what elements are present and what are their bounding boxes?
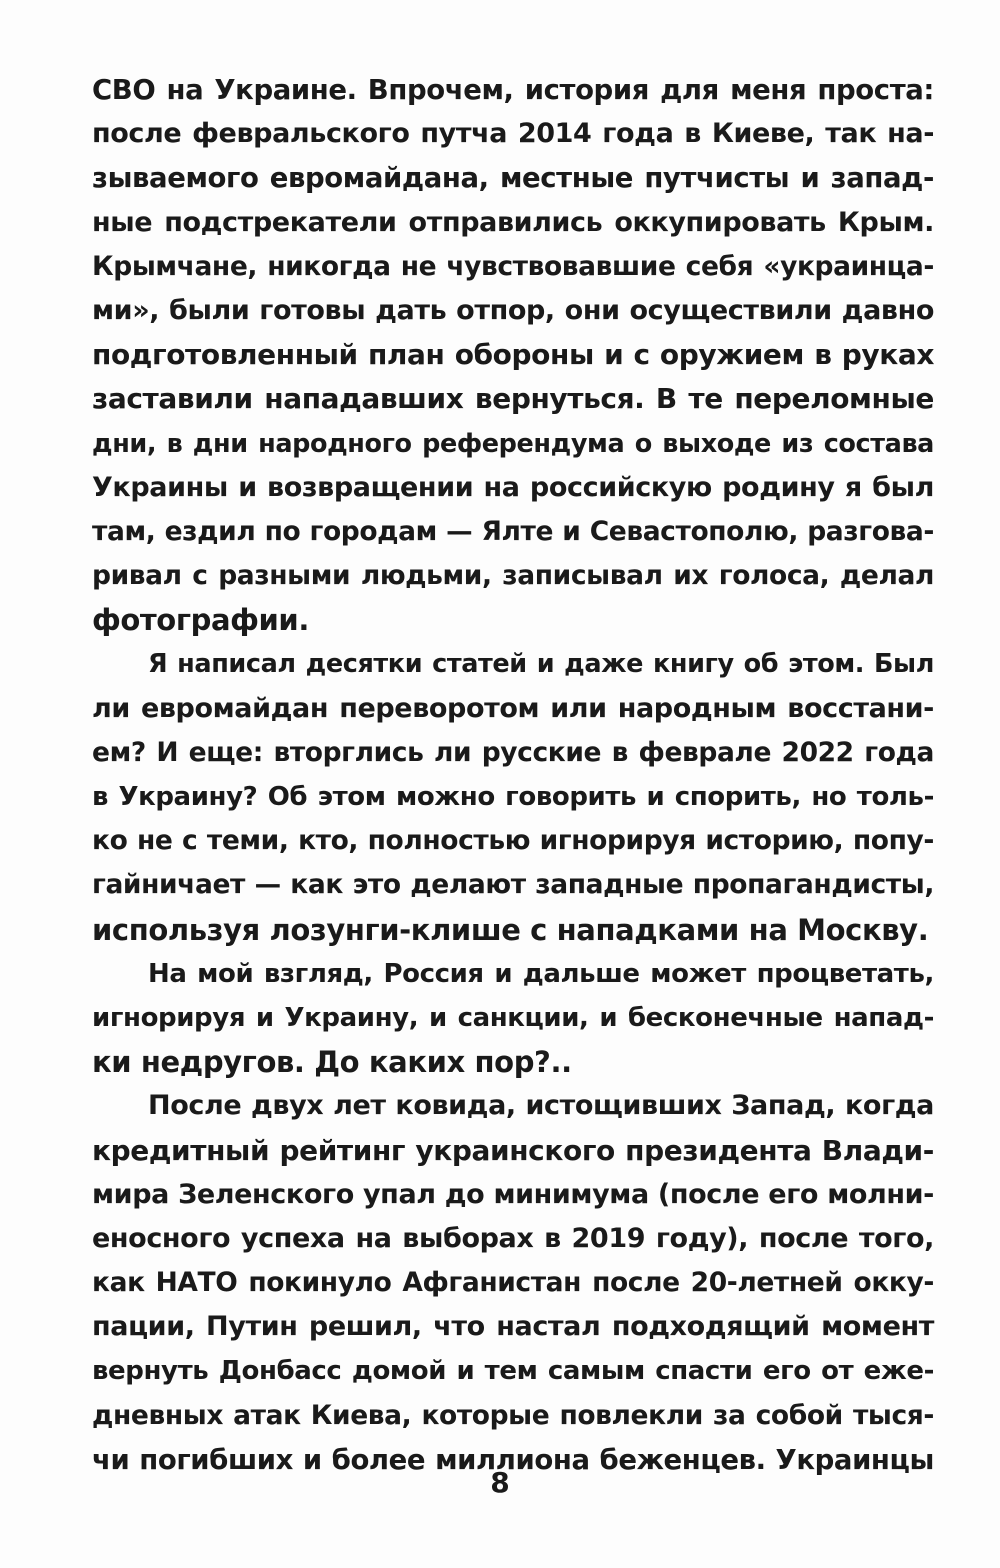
text-line: мира Зеленского упал до минимума (после его молни- [92, 1178, 934, 1210]
text-line: чи погибших и более миллиона беженцев. Украинцы [92, 1443, 934, 1476]
body-text [92, 68, 934, 1482]
text-line: ки недругов. До каких пор?.. [92, 1045, 572, 1080]
paragraph-first-line: На мой взгляд, Россия и дальше может процветать, [148, 958, 934, 989]
text-line: гайничает — как это делают западные пропагандисты, [92, 869, 934, 901]
text-line: дневных атак Киева, которые повлекли за собой тыся- [92, 1399, 934, 1431]
text-line: игнорируя и Украину, и санкции, и бесконечные напад- [92, 1002, 934, 1033]
text-line: ли евромайдан переворотом или народным восстани- [92, 692, 934, 724]
text-line: Крымчане, никогда не чувствовавшие себя «украинца- [92, 250, 934, 282]
text-line: еносного успеха на выборах в 2019 году), после того, [92, 1222, 934, 1254]
text-line: ко не с теми, кто, полностью игнорируя историю, попу- [92, 825, 934, 857]
paragraph-first-line: Я написал десятки статей и даже книгу об этом. Был [148, 649, 934, 680]
text-line: зываемого евромайдана, местные путчисты и запад- [92, 162, 934, 195]
text-line: заставили нападавших вернуться. В те переломные [92, 382, 934, 416]
text-line: Украины и возвращении на российскую родину я был [92, 471, 934, 503]
text-line: после февральского путча 2014 года в Киеве, так на- [92, 118, 934, 150]
paragraph-first-line: После двух лет ковида, истощивших Запад, когда [148, 1090, 934, 1122]
text-line: ривал с разными людьми, записывал их голоса, делал [92, 560, 934, 592]
text-line: как НАТО покинуло Афганистан после 20-летней окку- [92, 1267, 934, 1299]
text-line: ем? И еще: вторглись ли русские в феврале 2022 года [92, 736, 934, 768]
text-line: в Украину? Об этом можно говорить и спорить, но толь- [92, 782, 934, 812]
text-line: пации, Путин решил, что настал подходящий момент [92, 1311, 934, 1343]
text-line: ми», были готовы дать отпор, они осуществили давно [92, 294, 934, 326]
text-line: фотографии. [92, 603, 309, 638]
text-line: используя лозунги-клише с нападками на Москву. [92, 912, 929, 947]
text-line: кредитный рейтинг украинского президента Влади- [92, 1133, 934, 1167]
text-line: подготовленный план обороны и с оружием в руках [92, 338, 934, 372]
text-line: дни, в дни народного референдума о выходе из состава [92, 428, 934, 459]
text-line: ные подстрекатели отправились оккупировать Крым. [92, 206, 934, 238]
text-line: СВО на Украине. Впрочем, история для меня проста: [92, 74, 934, 106]
page-number: 8 [490, 1466, 510, 1499]
text-line: там, ездил по городам — Ялте и Севастополю, разгова- [92, 515, 934, 547]
text-line: вернуть Донбасс домой и тем самым спасти его от еже- [92, 1356, 934, 1387]
